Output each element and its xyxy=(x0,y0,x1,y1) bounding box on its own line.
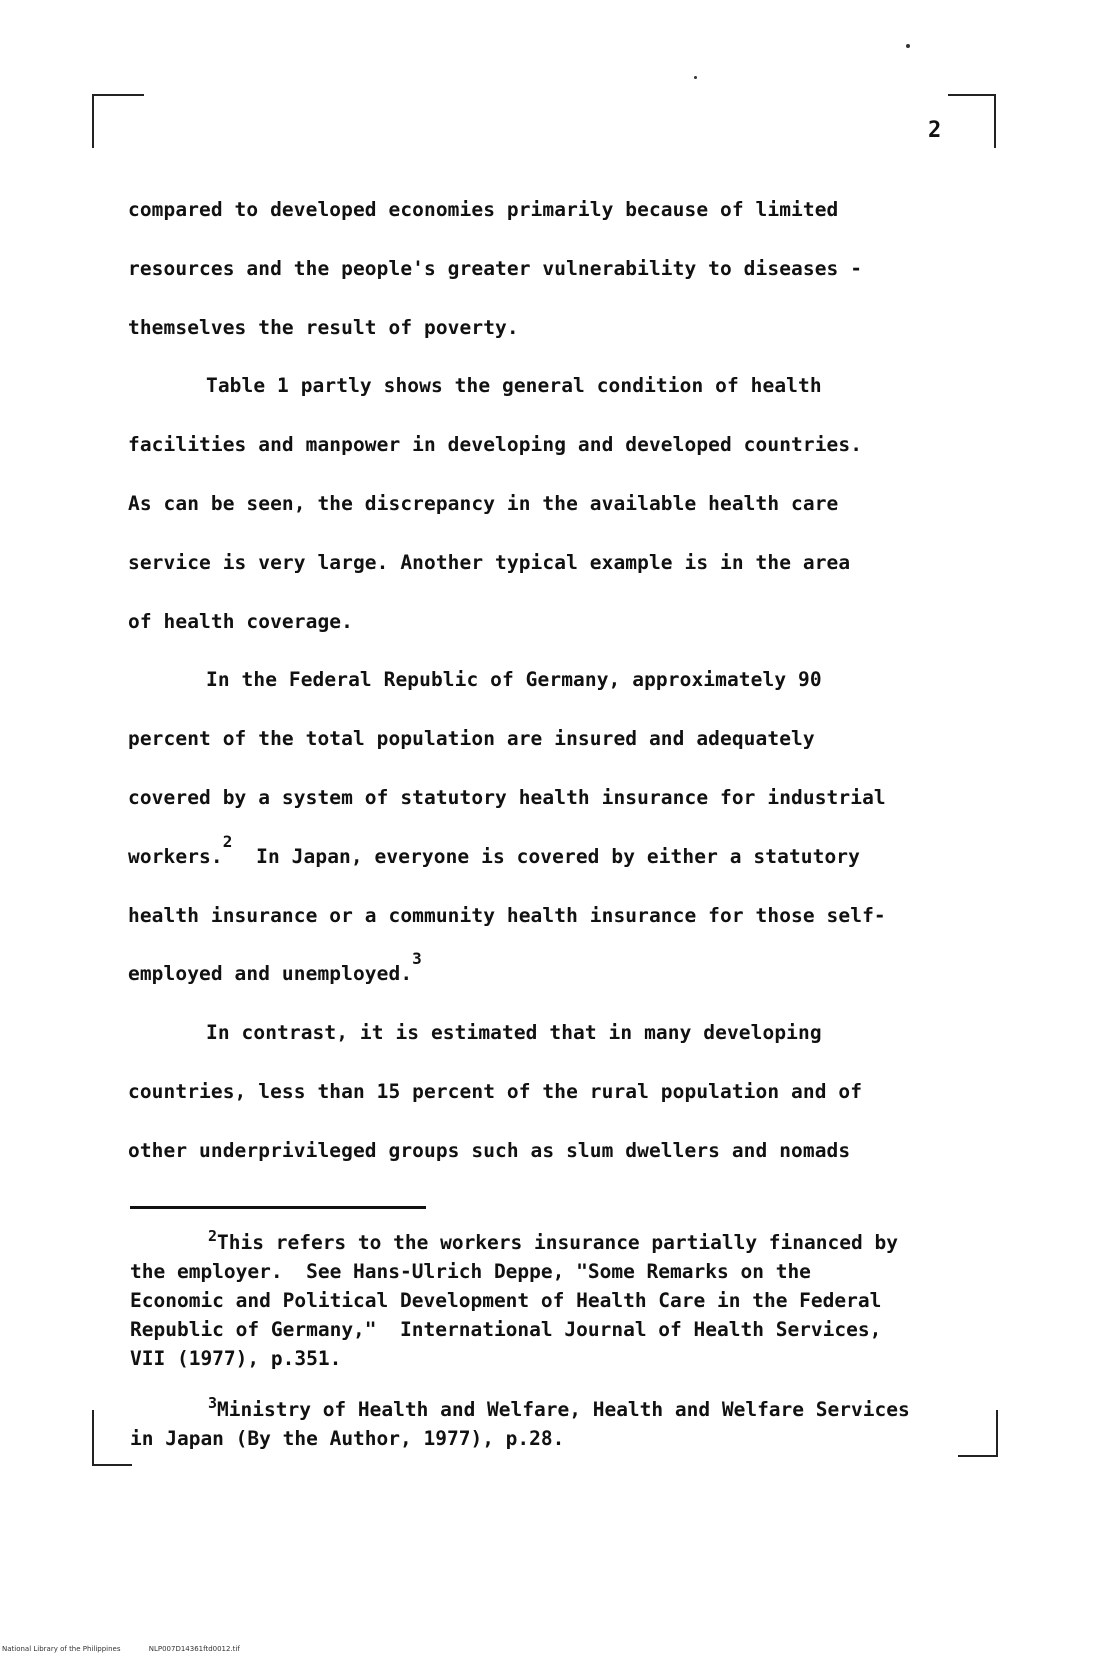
body-line-text: workers. xyxy=(128,844,223,868)
page-number: 2 xyxy=(928,118,942,143)
body-line-text: facilities and manpower in developing and developed countries. xyxy=(128,433,863,457)
archive-footer xyxy=(2,1645,266,1653)
crop-mark-top-right xyxy=(948,94,996,96)
body-line-text: resources and the people's greater vulnerability to diseases - xyxy=(128,256,863,280)
footnote-text: VII (1977), p.351. xyxy=(130,1347,342,1370)
crop-mark-top-left-vertical xyxy=(92,94,94,148)
body-line-text: In contrast, it is estimated that in many developing xyxy=(206,1021,822,1045)
body-line xyxy=(128,190,948,249)
body-line-text: other underprivileged groups such as slum dwellers and nomads xyxy=(128,1138,851,1162)
footnote-line xyxy=(130,1395,970,1424)
footnote-rule xyxy=(130,1206,426,1209)
footnote-gap xyxy=(130,1373,970,1395)
footnote-reference: 2 xyxy=(222,831,233,851)
body-line-text: compared to developed economies primarily because of limited xyxy=(128,198,839,221)
archive-library: National Library of the Philippines xyxy=(2,1645,121,1653)
scan-speck xyxy=(906,44,910,48)
crop-mark-bottom-left xyxy=(92,1464,132,1466)
footnote-text: Economic and Political Development of Health Care in the Federal xyxy=(130,1289,882,1312)
body-line xyxy=(128,1131,948,1190)
body-line xyxy=(128,425,948,484)
footnotes xyxy=(130,1228,970,1453)
body-line-text: themselves the result of poverty. xyxy=(128,315,519,339)
crop-mark-bottom-left-vertical xyxy=(92,1410,94,1466)
footnote-line xyxy=(130,1315,970,1344)
body-line xyxy=(128,896,948,955)
body-line-text: service is very large. Another typical example is in the area xyxy=(128,550,851,574)
footnote-line xyxy=(130,1424,970,1453)
body-line-text: countries, less than 15 percent of the rural population and of xyxy=(128,1079,863,1103)
footnote-marker: 3 xyxy=(208,1394,218,1412)
footnote-marker: 2 xyxy=(208,1227,218,1245)
body-line-text: of health coverage. xyxy=(128,609,353,633)
body-line-text: Table 1 partly shows the general condition of health xyxy=(206,374,822,398)
body-line xyxy=(128,308,948,367)
body-line-text-continued: In Japan, everyone is covered by either a statutory xyxy=(232,844,860,868)
footnote-line xyxy=(130,1286,970,1315)
footnote-line xyxy=(130,1344,970,1373)
footnote-line xyxy=(130,1228,970,1257)
archive-file: NLP007D14361ftd0012.tif xyxy=(148,1645,240,1653)
footnote-text: This refers to the workers insurance partially financed by xyxy=(217,1231,898,1254)
body-line xyxy=(128,660,948,719)
footnote-line xyxy=(130,1257,970,1286)
crop-mark-bottom-right-vertical xyxy=(996,1410,998,1456)
body-line xyxy=(128,543,948,602)
body-line-text: employed and unemployed. xyxy=(128,962,413,986)
body-text xyxy=(128,190,948,1190)
body-line-text: health insurance or a community health insurance for those self- xyxy=(128,903,886,927)
crop-mark-bottom-right xyxy=(958,1455,998,1457)
footnote-text: Ministry of Health and Welfare, Health and Welfare Services xyxy=(217,1398,910,1421)
body-line-text: percent of the total population are insured and adequately xyxy=(128,727,815,751)
body-line xyxy=(128,484,948,543)
body-line xyxy=(128,778,948,837)
body-line xyxy=(128,366,948,425)
footnote-text: the employer. See Hans-Ulrich Deppe, "Some Remarks on the xyxy=(130,1260,811,1283)
crop-mark-top-right-vertical xyxy=(994,94,996,148)
body-line xyxy=(128,249,948,308)
body-line xyxy=(128,1072,948,1131)
body-line xyxy=(128,831,948,896)
footnote-reference: 3 xyxy=(412,949,422,969)
body-line-text: In the Federal Republic of Germany, approximately 90 xyxy=(206,668,822,692)
body-line xyxy=(128,719,948,778)
body-line-text: covered by a system of statutory health insurance for industrial xyxy=(128,785,886,809)
body-line xyxy=(128,949,948,1013)
crop-mark-top-left xyxy=(92,94,144,96)
body-line-text: As can be seen, the discrepancy in the available health care xyxy=(128,491,839,515)
body-line xyxy=(128,602,948,661)
body-line xyxy=(128,1013,948,1072)
footnote-text: Republic of Germany," International Journal of Health Services, xyxy=(130,1318,882,1341)
scan-speck xyxy=(694,76,697,79)
footnote-text: in Japan (By the Author, 1977), p.28. xyxy=(130,1427,565,1450)
